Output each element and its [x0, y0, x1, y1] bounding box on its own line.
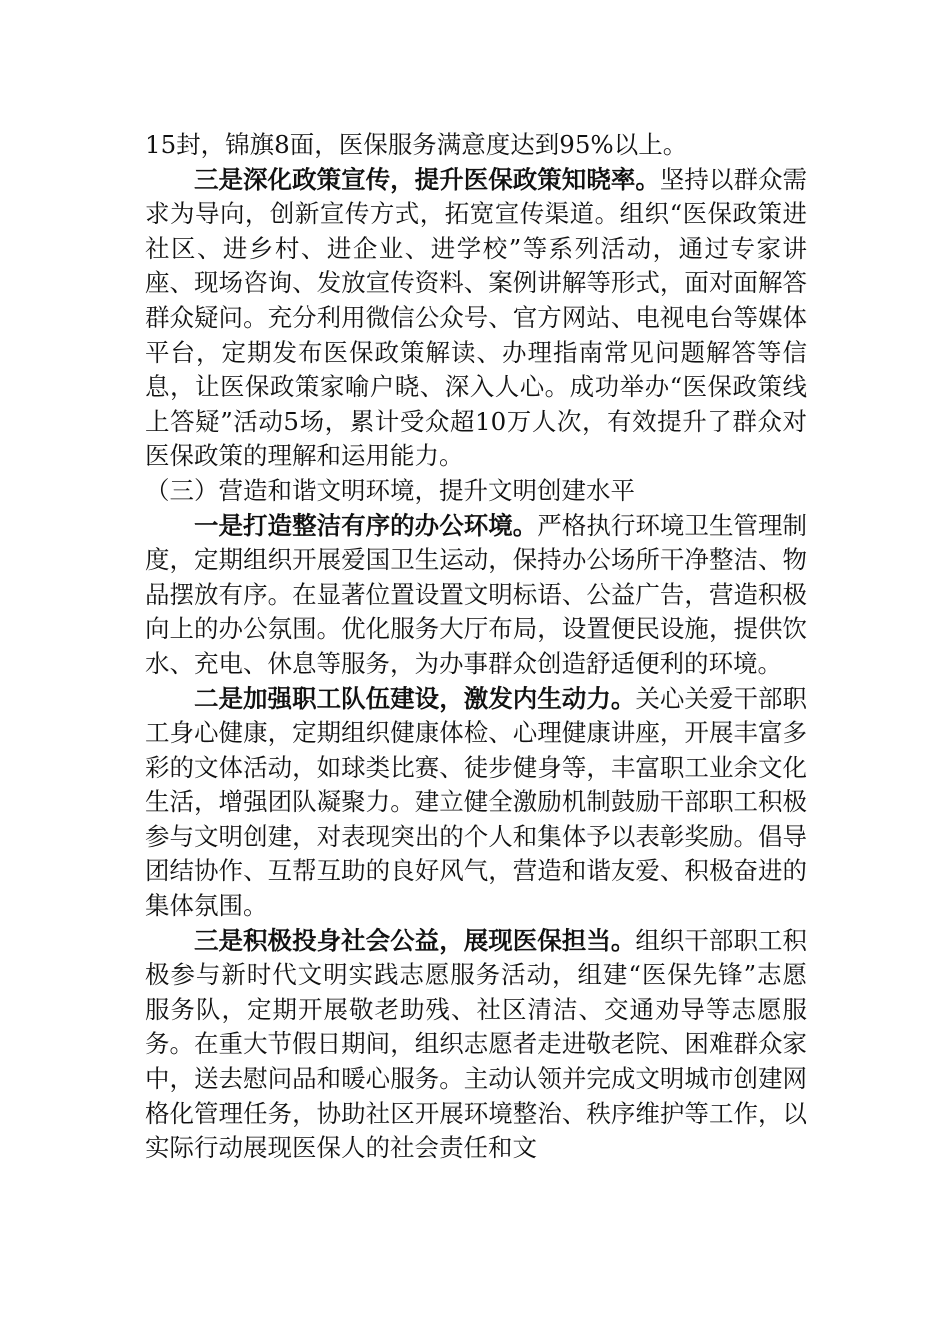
- paragraph-lead: 一是打造整洁有序的办公环境。: [194, 510, 538, 540]
- paragraph-text: 组织干部职工积极参与新时代文明实践志愿服务活动，组建“医保先锋”志愿服务队，定期开展敬老助残、社区清洁、交通劝导等志愿服务。在重大节假日期间，组织志愿者走进敬老院、困难群众家中，送去慰问品和暖心服务。主动认领并完成文明城市创建网格化管理任务，协助社区开展环境整治、秩序维护等工作，以实际行动展现医保人的社会责任和文: [145, 925, 807, 1163]
- paragraph-text: 严格执行环境卫生管理制度，定期组织开展爱国卫生运动，保持办公场所干净整洁、物品摆放有序。在显著位置设置文明标语、公益广告，营造积极向上的办公氛围。优化服务大厅布局，设置便民设施，提供饮水、充电、休息等服务，为办事群众创造舒适便利的环境。: [145, 510, 808, 678]
- paragraph-lead: 三是积极投身社会公益，展现医保担当。: [194, 925, 636, 955]
- paragraph-text: 关心关爱干部职工身心健康，定期组织健康体检、心理健康讲座，开展丰富多彩的文体活动，如球类比赛、徒步健身等，丰富职工业余文化生活，增强团队凝聚力。建立健全激励机制鼓励干部职工积极参与文明创建，对表现突出的个人和集体予以表彰奖励。倡导团结协作、互帮互助的良好风气，营造和谐友爱、积极奋进的集体氛围。: [145, 683, 807, 921]
- paragraph-text: 坚持以群众需求为导向，创新宣传方式，拓宽宣传渠道。组织“医保政策进社区、进乡村、进企业、进学校”等系列活动，通过专家讲座、现场咨询、发放宣传资料、案例讲解等形式，面对面解答群众疑问。充分利用微信公众号、官方网站、电视电台等媒体平台，定期发布医保政策解读、办理指南常见问题解答等信息，让医保政策家喻户晓、深入人心。成功举办“医保政策线上答疑”活动5场，累计受众超10万人次，有效提升了群众对医保政策的理解和运用能力。: [145, 164, 808, 471]
- paragraph-lead: 三是深化政策宣传，提升医保政策知晓率。: [194, 164, 660, 194]
- section-heading: （三）营造和谐文明环境，提升文明创建水平: [145, 475, 635, 505]
- paragraph-continuation: [145, 128, 807, 163]
- paragraph-public-welfare: [145, 924, 807, 1166]
- paragraph-staff-building: [145, 682, 807, 924]
- paragraph-text: 15封，锦旗8面，医保服务满意度达到95%以上。: [145, 130, 688, 159]
- paragraph-policy-publicity: [145, 163, 807, 474]
- document-body: [145, 128, 807, 1166]
- paragraph-lead: 二是加强职工队伍建设，激发内生动力。: [194, 683, 636, 713]
- paragraph-office-environment: [145, 509, 807, 682]
